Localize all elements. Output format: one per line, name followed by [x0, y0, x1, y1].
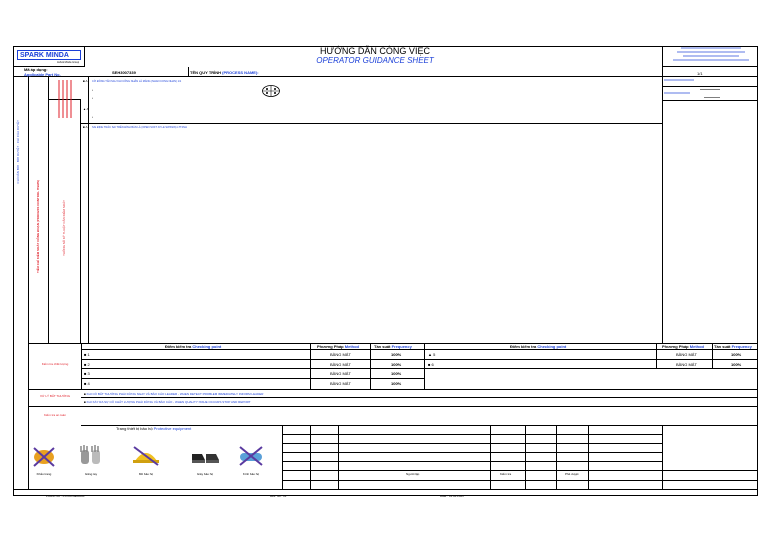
check-row-4-method: BẰNG MẮT — [330, 381, 351, 386]
red-note-block — [56, 80, 74, 120]
check-row-2-method: BẰNG MẮT — [330, 362, 351, 367]
ppe-item-4: Giày bảo hộ — [196, 472, 214, 476]
right-info-panel — [662, 77, 758, 343]
safety-shoes-icon — [190, 446, 220, 466]
check-row-1-method: BẰNG MẮT — [330, 352, 351, 357]
process-name-label: TÊN QUY TRÌNH (PROCESS NAME): — [190, 70, 259, 75]
note-2: ■ KHI XẢY RA SỰ CỐ CHẤT LƯỢNG PHẢI DỪNG VÀ BÁO CÁO - WHEN QUALITY ISSUE OCCURS STOP AND REPORT — [84, 400, 251, 404]
logo-text: SPARK MINDA — [20, 52, 69, 59]
check-row-1: ■ 1 — [84, 352, 90, 357]
check-row-6: ■ 6 — [428, 362, 434, 367]
check-row-2-freq: 100% — [391, 362, 402, 367]
brand-logo — [17, 50, 81, 60]
doc-page: 1/1 — [697, 71, 703, 76]
mask-icon — [32, 446, 56, 468]
safety-check-label: Kiểm tra an toàn — [43, 413, 66, 417]
safety-symbol-icon — [262, 84, 280, 96]
doc-info-box — [662, 46, 758, 67]
approved-by: Phê duyệt — [565, 472, 579, 476]
step-3: ■ A — [83, 125, 88, 129]
abnormal-handling-label: XỬ LÝ BẤT THƯỜNG — [39, 394, 71, 398]
check-row-6-freq: 100% — [731, 362, 742, 367]
ppe-item-3: Mũ bảo hộ — [138, 472, 154, 476]
check-row-5-freq: 100% — [731, 352, 742, 357]
check-row-2: ■ 2 — [84, 362, 90, 367]
quality-check-label: Kiểm tra chất lượng — [41, 362, 69, 366]
logo-box — [13, 46, 85, 67]
step-1: ■ A — [83, 79, 88, 83]
check-row-3: ■ 3 — [84, 371, 90, 376]
check-row-5: ▲ 5 — [428, 352, 436, 357]
title-en: OPERATOR GUIDANCE SHEET — [316, 56, 434, 65]
goggles-icon — [238, 445, 264, 467]
col-frequency: Tần suất Frequency — [374, 344, 412, 349]
col-checking-point: Điểm kiểm tra Checking point — [165, 344, 222, 349]
gloves-icon — [78, 444, 104, 468]
side-label: CHỈ DẪN BỞI · BỞI DUYỆT · CHỈ CỦA DUYỆT — [16, 120, 20, 184]
step-1-text: CỜ ĐÓNG TẤN SAU KHI CÔNG NHÂN LÀ MÁNG (NHAN CONG NHAN) 1/1 — [92, 80, 182, 83]
part-number: SEH3007339 — [112, 70, 136, 75]
check-row-3-method: BẰNG MẮT — [330, 371, 351, 376]
check-row-4: ■ 4 — [84, 381, 90, 386]
check-row-1-freq: 100% — [391, 352, 402, 357]
step-2: ▲ A — [83, 107, 89, 111]
ppe-item-5: Kính bảo hộ — [242, 472, 260, 476]
revision-date: Date : 01.04.2021 — [440, 494, 464, 498]
note-1: ■ KHI CÓ BẤT THƯỜNG PHẢI DỪNG NGAY VÀ BÁO CÁO LEADER - WHEN DETECT PROBLEM IMMEDIATELY INFORM LEADER — [84, 392, 264, 396]
form-number: FORM NO : F-PRD/SEH/001 — [46, 494, 85, 498]
ppe-item-1: Khẩu trang — [36, 472, 52, 476]
title-vi: HƯỚNG DẪN CÔNG VIỆC — [320, 46, 430, 56]
checked-by: Kiểm tra — [500, 472, 512, 476]
part-label: Mã áp dụng: — [24, 67, 48, 72]
title-block — [230, 46, 520, 66]
spec-label: THÔNG SỐ KỸ THUẬT CẦN KIỂM SOÁT — [62, 200, 66, 256]
col-checking-point-right: Điểm kiểm tra Checking point — [510, 344, 567, 349]
helmet-icon — [132, 445, 160, 467]
revision-number: Rev. No : 01 — [270, 494, 287, 498]
col-method: Phương Pháp Method — [317, 344, 359, 349]
check-row-6-method: BẰNG MẮT — [676, 362, 697, 367]
ppe-title: Trang thiết bị bảo hộ Protective equipment — [116, 426, 192, 431]
logo-tagline: Ashok Minda Group — [57, 61, 80, 64]
col-method-right: Phương Pháp Method — [662, 344, 704, 349]
ppe-item-2: Găng tay — [84, 472, 98, 476]
check-row-3-freq: 100% — [391, 371, 402, 376]
part-label-en: Applicable Part No. — [24, 72, 61, 77]
step-3-text: SAI ĐỊNH TRÁC SAI TRÊN ĐỈNH BẢN LÀ (OPEN SOFT AT LE SWSSIN) LTT2NH — [92, 126, 187, 129]
col-frequency-right: Tần suất Frequency — [714, 344, 752, 349]
control-items-label: TIÊU CHÍ KIỂM SOÁT CÔNG ĐOẠN (PROCESS CONTROL ITEMS) — [36, 180, 40, 273]
check-row-4-freq: 100% — [391, 381, 402, 386]
check-row-5-method: BẰNG MẮT — [676, 352, 697, 357]
prepared-by: Người lập — [406, 472, 420, 476]
